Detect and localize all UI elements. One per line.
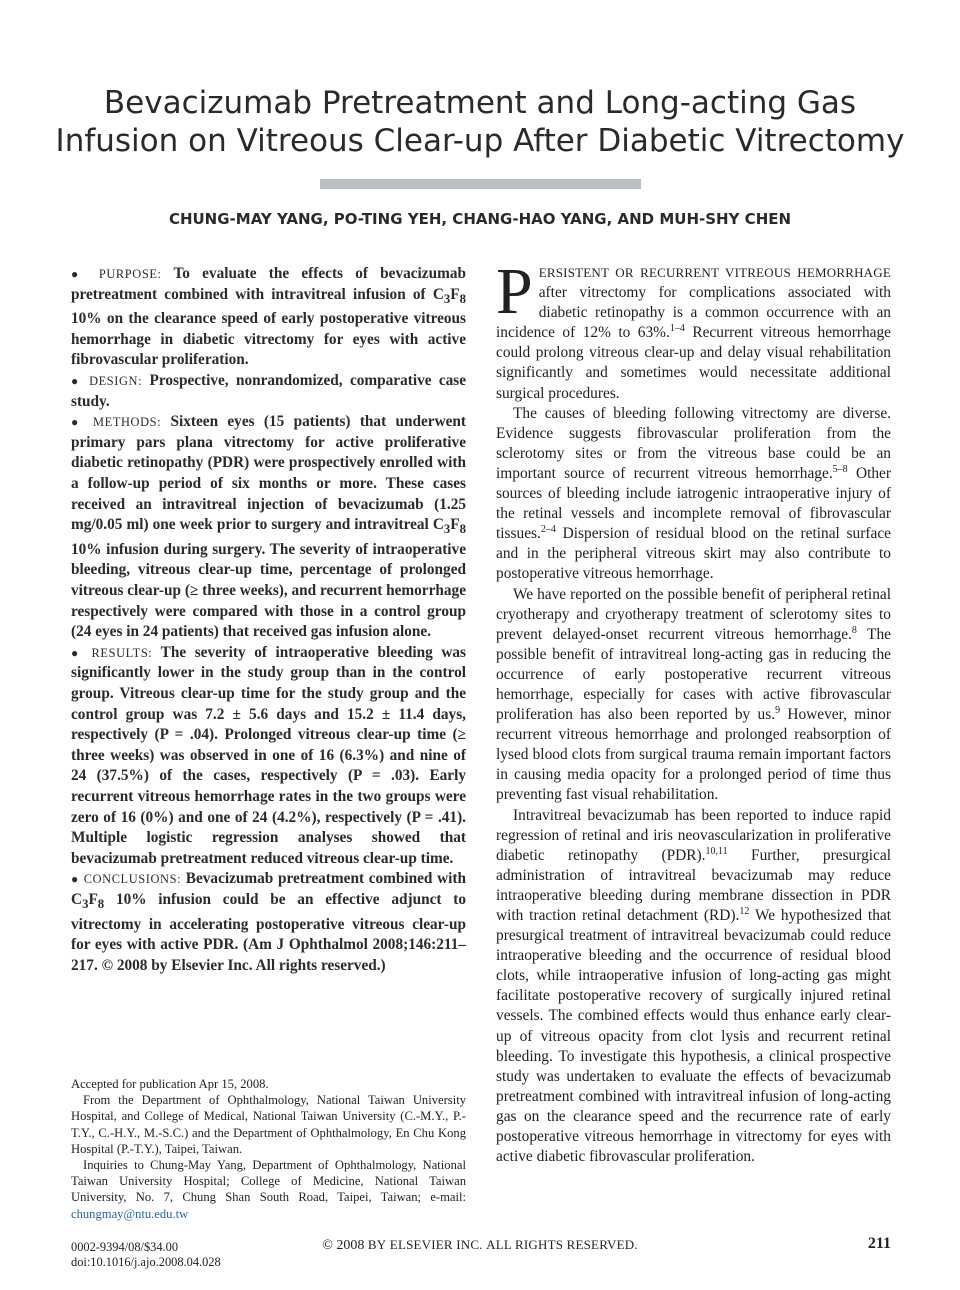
footnote — [71, 1076, 466, 1222]
lead-in: ERSISTENT OR RECURRENT VITREOUS HEMORRHAGE — [538, 265, 891, 280]
reference[interactable]: 12 — [739, 906, 750, 917]
design-label: DESIGN: — [89, 374, 143, 389]
bullet-icon: ● — [71, 267, 87, 281]
reference[interactable]: 8 — [851, 624, 857, 636]
accepted-note: Accepted for publication Apr 15, 2008. — [71, 1077, 269, 1091]
body-paragraph-3: We have reported on the possible benefit of peripheral retinal cryotherapy and cryotherapy treatment of sclerotomy sites to prevent delayed-onset recurrent vitreous hemorrhage.$^8$ The possible benefit of intravitreal long-acting gas in reducing the occurrence of early postoperative recurrent vitreous hemorrhage, especially for cases with active fibrovascular proliferation has also been reported by us.$^9$ However, minor recurrent vitreous hemorrhage and prolonged reabsorption of lysed blood clots from surgical trauma remain important factors in causing media opacity for a prolonged period of time thus preventing fast visual rehabilitation. — [496, 585, 891, 804]
conclusions-label: CONCLUSIONS: — [83, 872, 182, 887]
reference[interactable]: 2–4 — [540, 524, 556, 536]
doi: doi:10.1016/j.ajo.2008.04.028 — [71, 1255, 221, 1269]
title-line-2: Infusion on Vitreous Clear-up After Diabetic Vitrectomy — [55, 123, 905, 159]
body-paragraph-2: The causes of bleeding following vitrectomy are diverse. Evidence suggests fibrovascular proliferation from the sclerotomy sites or from the vitreous base could be an important source of recurrent vitreous hemorrhage.$^{5-8}$ Other sources of bleeding include iatrogenic intraoperative injury of the retinal vessels and incomplete removal of fibrovascular tissues.$^{2-4}$ Dispersion of residual blood on the retinal surface and in the peripheral vitreous skirt may also contribute to postoperative vitreous hemorrhage. — [496, 404, 891, 583]
page-number: 211 — [867, 1235, 891, 1252]
reference[interactable]: 10,11 — [705, 845, 728, 857]
issn-doi — [71, 1240, 221, 1270]
abstract-results: ● RESULTS: The severity of intraoperative bleeding was significantly lower in the study group than in the control group. Vitreous clear-up time for the study group and the control group was 7.2 ± 5.6 days and 15.2 ± 11.4 days, respectively (P = .04). Prolonged vitreous clear-up time (≥ three weeks) was observed in one of 16 (6.3%) and nine of 24 (37.5%) of the cases, respectively (P = .03). Early recurrent vitreous hemorrhage rates in the two groups were zero of 16 (0%) and one of 24 (4.2%), respectively (P = .41). Multiple logistic regression analyses showed that bevacizumab pretreatment reduced vitreous clear-up time. — [71, 643, 466, 867]
abstract-conclusions: ● CONCLUSIONS: Bevacizumab pretreatment combined with $C_3F_8$ 10% infusion could be an effective adjunct to vitrectomy in accelerating postoperative vitreous clear-up for eyes with active PDR. (Am J Ophthalmol 2008;146:211–217. © 2008 by Elsevier Inc. All rights reserved.) — [71, 870, 466, 974]
abstract-citation: (Am J Ophthalmol 2008;146:211–217. © 2008 by Elsevier Inc. All rights reserved.) — [71, 936, 466, 974]
drop-cap: P — [496, 255, 533, 328]
reference[interactable]: 1–4 — [669, 323, 685, 335]
methods-label: METHODS: — [93, 415, 162, 430]
article-title — [40, 84, 920, 160]
abstract-purpose: ● PURPOSE: To evaluate the effects of bevacizumab pretreatment combined with intravitreal infusion of $C_3F_8$ 10% on the clearance speed of early postoperative vitreous hemorrhage in diabetic vitrectomy for eyes with active fibrovascular proliferation. — [71, 265, 467, 369]
reference[interactable]: 9 — [775, 705, 781, 717]
abstract-methods: ● METHODS: Sixteen eyes (15 patients) that underwent primary pars plana vitrectomy for active proliferative diabetic retinopathy (PDR) were prospectively enrolled with a follow-up period of six months or more. These cases received an intravitreal injection of bevacizumab (1.25 mg/0.05 ml) one week prior to surgery and intravitreal $C_3F_8$ 10% infusion during surgery. The severity of intraoperative bleeding, vitreous clear-up time, percentage of prolonged vitreous clear-up (≥ three weeks), and recurrent hemorrhage respectively were compared with those in a control group (24 eyes in 24 patients) that received gas infusion alone. — [71, 413, 467, 641]
affiliation-note: From the Department of Ophthalmology, National Taiwan University Hospital, and College of Medical, National Taiwan University (C.-M.Y., P.-T.Y., C.-H.Y., M.-S.C.) and the Department of Ophthalmology, En Chu Kong Hospital (P.-T.Y.), Taipei, Taiwan. — [71, 1093, 466, 1156]
inquiries-note: Inquiries to Chung-May Yang, Department of Ophthalmology, National Taiwan University Hospital; College of Medicine, National Taiwan University, No. 7, Chung Shan South Road, Taipei, Taiwan; e-mail: chungmay@ntu.edu.tw — [71, 1158, 466, 1221]
bullet-icon: ● — [71, 645, 83, 660]
author-list: CHUNG-MAY YANG, PO-TING YEH, CHANG-HAO YANG, AND MUH-SHY CHEN — [168, 210, 792, 228]
bullet-icon: ● — [71, 872, 80, 887]
results-label: RESULTS: — [91, 645, 153, 660]
body-paragraph-1: PERSISTENT OR RECURRENT VITREOUS HEMORRHAGE after vitrectomy for complications associated with diabetic retinopathy is a common occurrence with an incidence of 12% to 63%.$^{1-4}$ Recurrent vitreous hemorrhage could prolong vitreous clear-up and delay visual rehabilitation significantly and sometimes would necessitate additional surgical procedures. — [496, 255, 891, 402]
body-text — [496, 255, 891, 1167]
bullet-icon: ● — [71, 374, 82, 389]
abstract — [71, 264, 466, 976]
copyright: © 2008 BY ELSEVIER INC. ALL RIGHTS RESERVED. — [322, 1237, 638, 1253]
bullet-icon: ● — [71, 415, 84, 430]
abstract-design: ● DESIGN: Prospective, nonrandomized, comparative case study. — [71, 372, 467, 410]
title-line-1: Bevacizumab Pretreatment and Long-acting Gas — [103, 85, 857, 121]
email-link[interactable]: chungmay@ntu.edu.tw — [71, 1206, 189, 1221]
issn: 0002-9394/08/$34.00 — [71, 1240, 179, 1254]
body-paragraph-4: Intravitreal bevacizumab has been reported to induce rapid regression of retinal and iris neovascularization in proliferative diabetic retinopathy (PDR).$^{10,11}$ Further, presurgical administration of intravitreal bevacizumab may reduce intraoperative bleeding during membrane dissection in PDR with traction retinal detachment (RD).$^{12}$ We hypothesized that presurgical treatment of intravitreal bevacizumab could reduce intraoperative bleeding and the occurrence of residual blood clots, while intraoperative infusion of long-acting gas might facilitate postoperative recovery of surgically injured retinal vessels. The combined effects would thus enhance early clear-up of vitreous opacity from clot lysis and recurrent retinal bleeding. To investigate this hypothesis, a clinical prospective study was undertaken to evaluate the effects of bevacizumab pretreatment combined with intravitreal infusion of long-acting gas on the clearance speed and the recurrence rate of early postoperative vitreous hemorrhage in vitrectomy for eyes with active diabetic fibrovascular proliferation. — [496, 806, 891, 1166]
title-divider — [320, 179, 641, 189]
purpose-label: PURPOSE: — [98, 267, 162, 281]
reference[interactable]: 5–8 — [832, 463, 848, 475]
